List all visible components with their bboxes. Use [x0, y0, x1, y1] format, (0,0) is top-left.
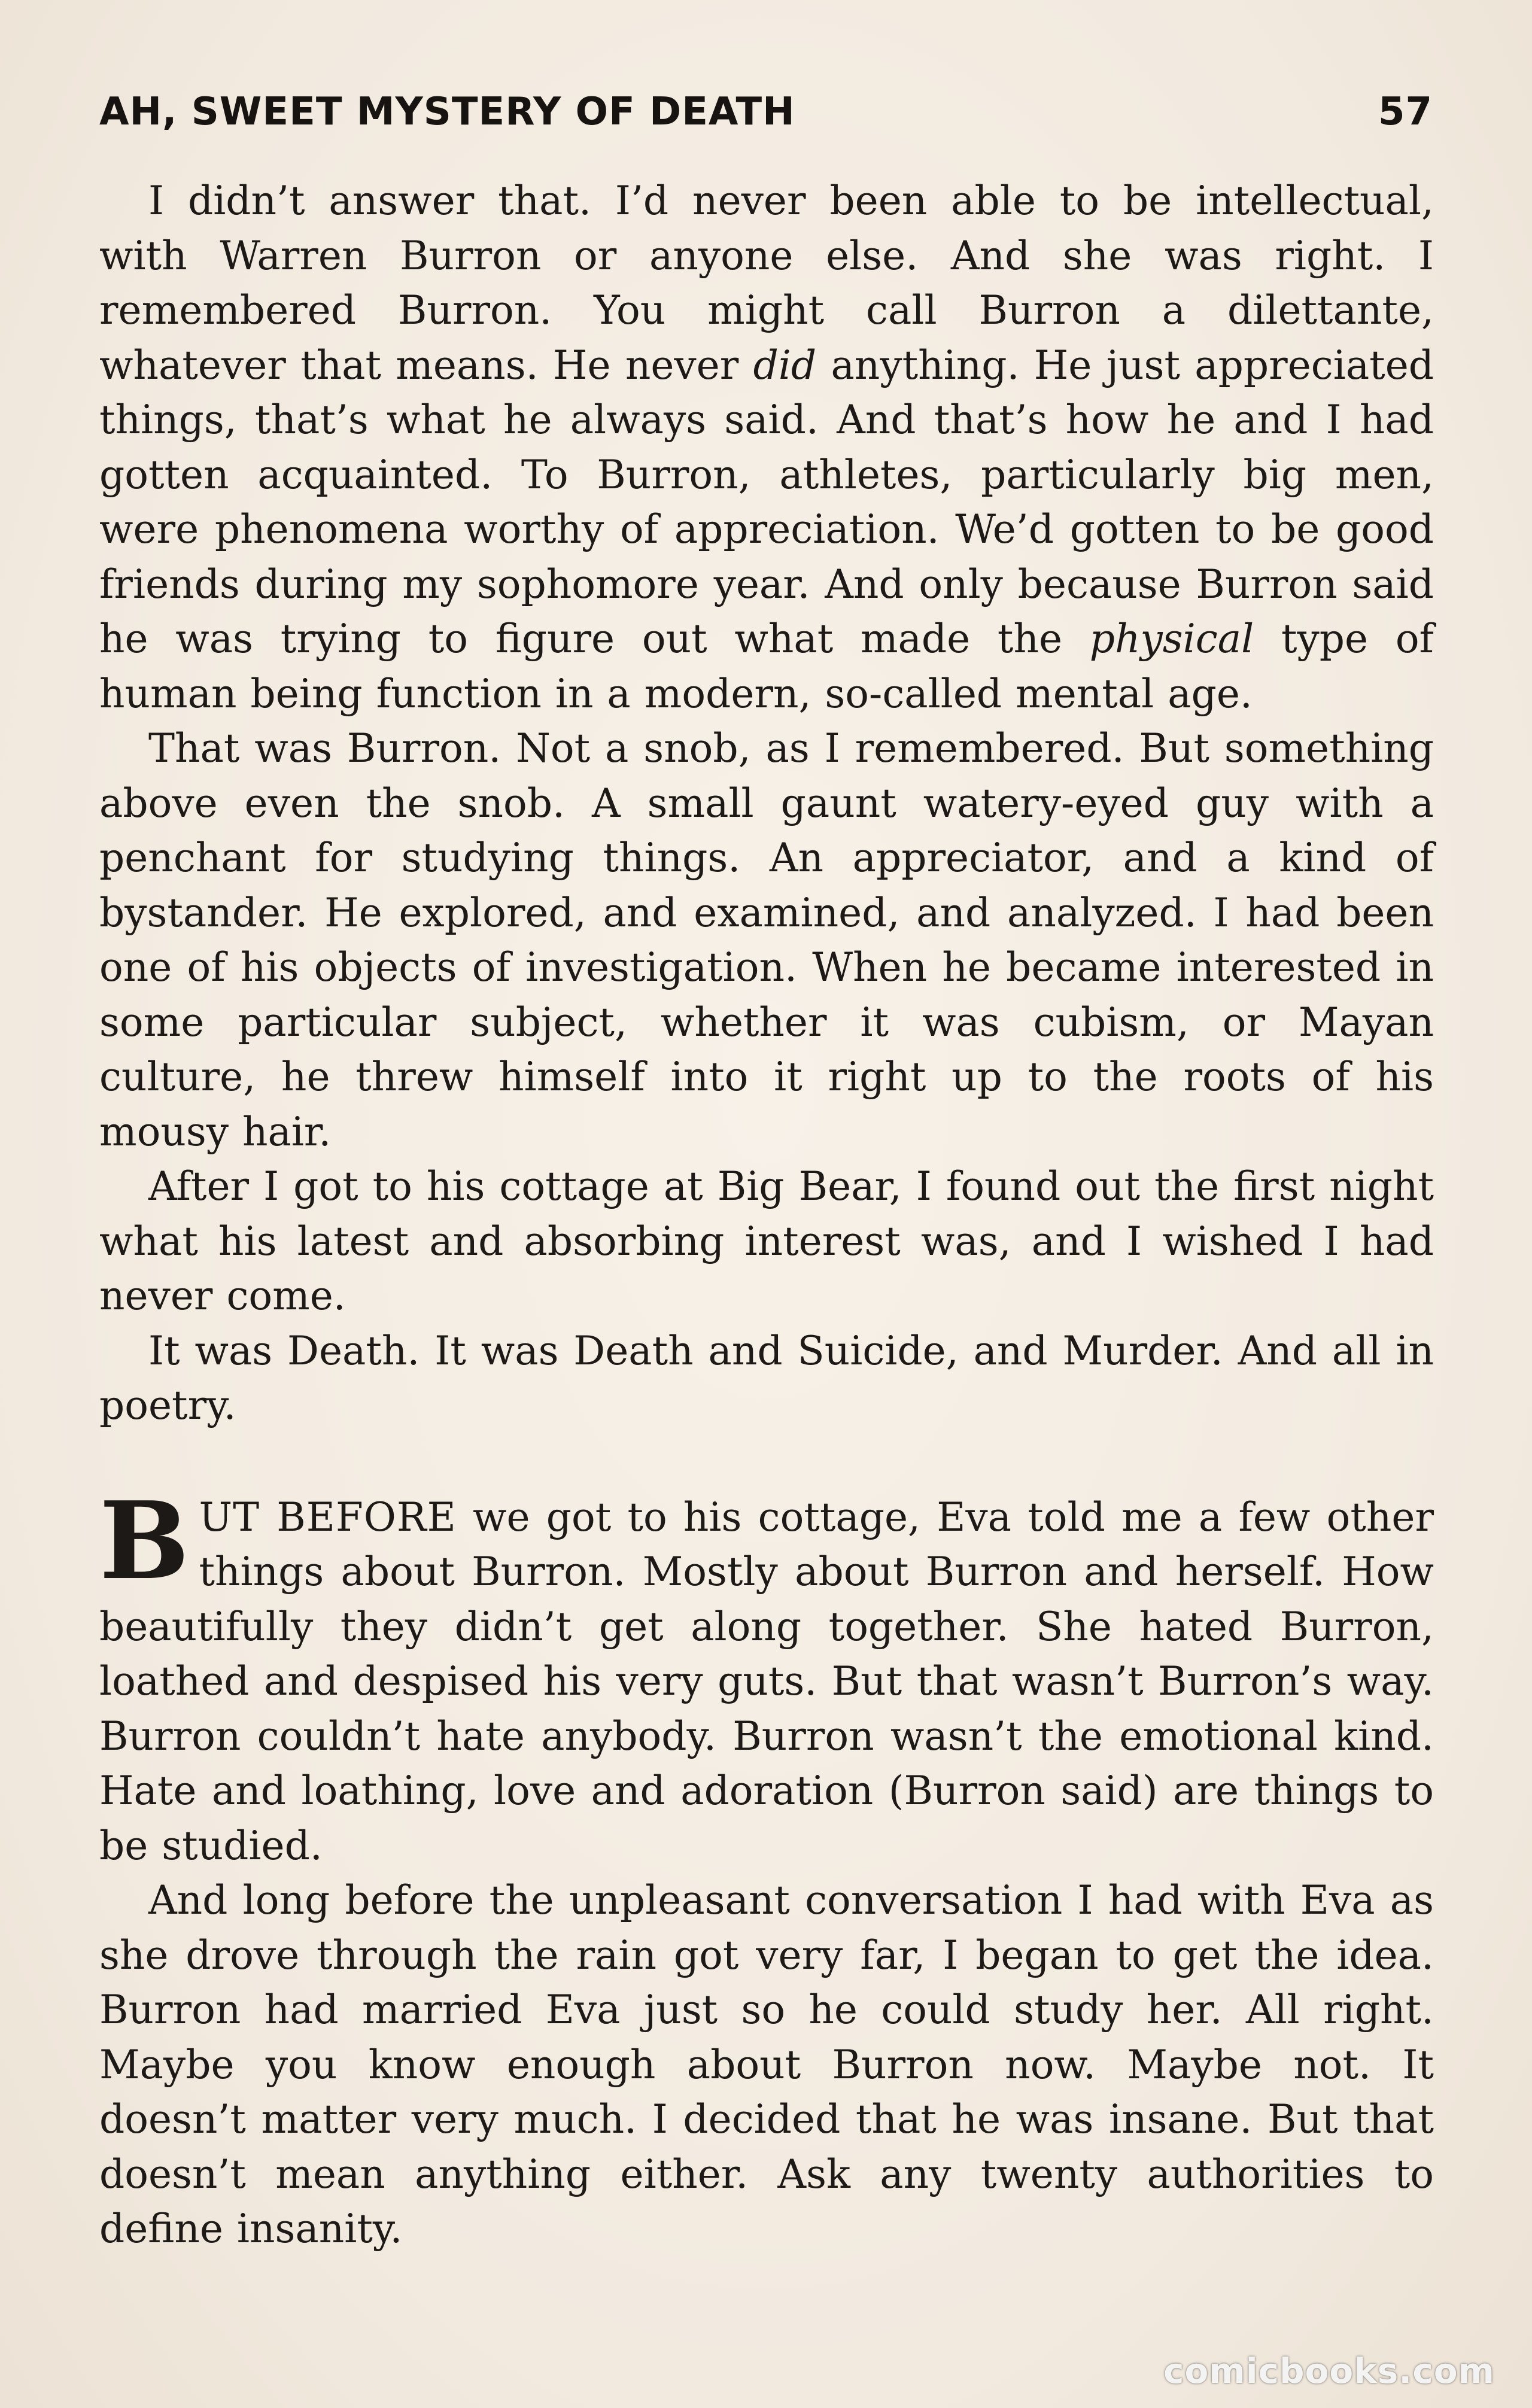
running-head: [99, 90, 1433, 144]
watermark-logo: comicbooks.com: [1163, 2351, 1495, 2391]
paragraph-5-lead: UT BEFORE: [199, 1494, 457, 1540]
paragraph-1-text-a: I didn’t answer that. I’d never been able to be intellectual, with Warren Burron or anyone else. And she was right. I remembered Burron. You might call Burron a dilettante, whatever that means. He never: [99, 178, 1434, 388]
paragraph-1-emphasis-did: did: [753, 342, 817, 388]
paragraph-1-text-b: anything. He just appreciated things, that’s what he always said. And that’s how he and I had gotten acquainted. To Burron, athletes, particularly big men, were phenomena worthy of appreciation. We’d gotten to be good friends during my sophomore year. And only because Burron said he was trying to figure out what made the: [99, 342, 1434, 662]
paragraph-5-text: we got to his cottage, Eva told me a few other things about Burron. Mostly about Burron and herself. How beautifully they didn’t get along together. She hated Burron, loathed and despised his very guts. But that wasn’t Burron’s way. Burron couldn’t hate anybody. Burron wasn’t the emotional kind. Hate and loathing, love and adoration (Burron said) are things to be studied.: [99, 1494, 1434, 1869]
paragraph-1: [99, 174, 1434, 721]
body-text: [99, 174, 1434, 2257]
paragraph-2: That was Burron. Not a snob, as I remembered. But something above even the snob. A small gaunt watery-eyed guy with a penchant for studying things. An appreciator, and a kind of bystander. He explored, and examined, and analyzed. I had been one of his objects of investigation. When he became interested in some particular subject, whether it was cubism, or Mayan culture, he threw himself into it right up to the roots of his mousy hair.: [99, 725, 1434, 1155]
story-title: AH, SWEET MYSTERY OF DEATH: [99, 90, 795, 134]
paragraph-5: [99, 1477, 1434, 1874]
paragraph-1-text-c: type of human being function in a modern, so-called mental age.: [99, 616, 1434, 717]
paragraph-4: It was Death. It was Death and Suicide, and Murder. And all in poetry.: [99, 1327, 1434, 1428]
paragraph-3: After I got to his cottage at Big Bear, I found out the first night what his latest and absorbing interest was, and I wished I had never come.: [99, 1163, 1434, 1319]
section-break: [99, 1433, 1434, 1490]
paragraph-6: And long before the unpleasant conversation I had with Eva as she drove through the rain got very far, I began to get the idea. Burron had married Eva just so he could study her. All right. Maybe you know enough about Burron now. Maybe not. It doesn’t matter very much. I decided that he was insane. But that doesn’t mean anything either. Ask any twenty authorities to define insanity.: [99, 1877, 1434, 2252]
page-number: 57: [1378, 90, 1433, 134]
paragraph-1-emphasis-physical: physical: [1089, 616, 1254, 662]
drop-cap: B: [99, 1477, 190, 1603]
